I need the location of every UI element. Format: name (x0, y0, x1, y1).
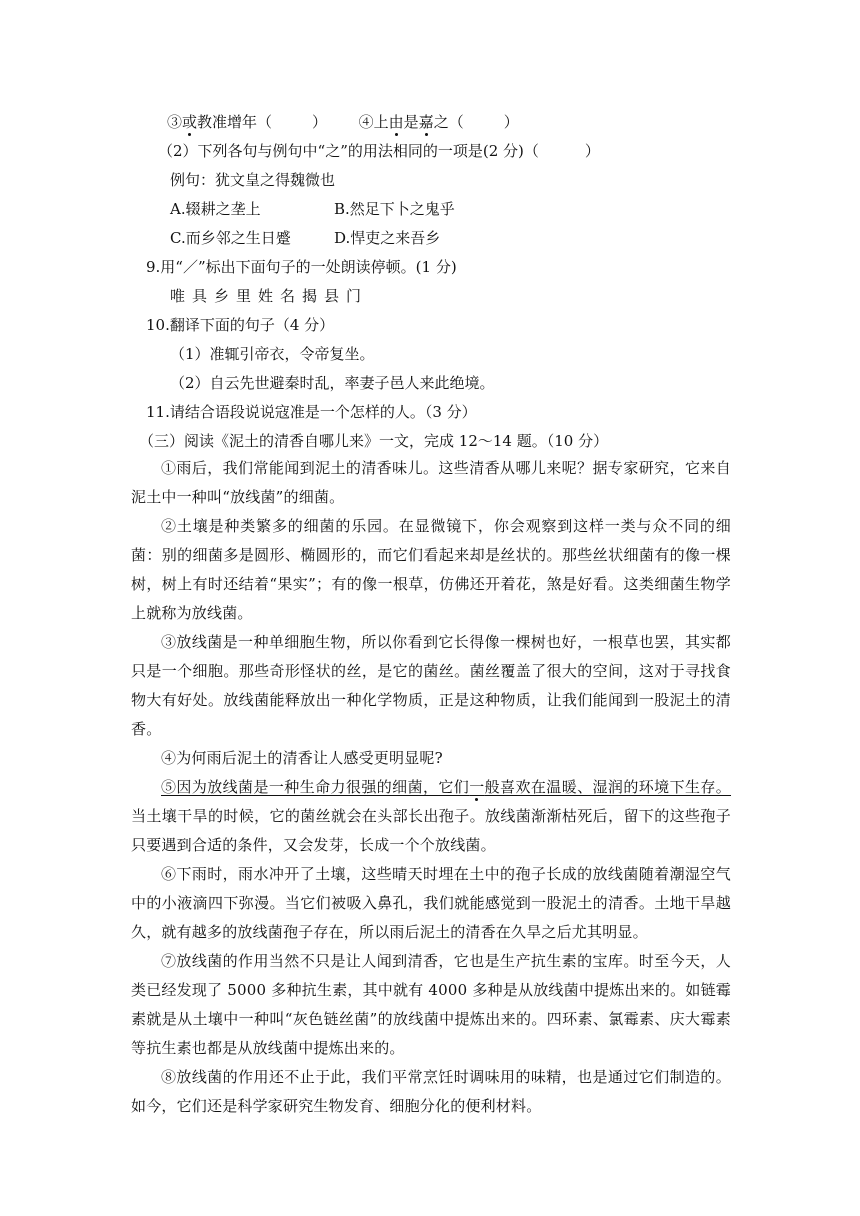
paragraph-5-dotted-char: 一 (469, 778, 485, 796)
item4-close: ） (503, 113, 519, 131)
article-paragraph-7: ⑦放线菌的作用当然不只是让人闻到清香，它也是生产抗生素的宝库。时至今天，人类已经发现了 5000 多种抗生素，其中就有 4000 多种是从放线菌中提炼出来的。如链霉素就是从土壤中一种叫“灰色链丝菌”的放线菌中提炼出来的。四环素、氯霉素、庆大霉素等抗生素也都是从放线菌中提炼出来的。 (131, 952, 731, 1057)
q10-sentence-2: （2）自云先世避秦时乱，率妻子邑人来此绝境。 (170, 374, 495, 392)
article-body (131, 454, 731, 1121)
item4-text: 之（ (433, 113, 464, 131)
item4-dotted-char-2: 嘉 (418, 113, 434, 131)
q8-option-a: A.辍耕之垄上 (170, 200, 261, 218)
paragraph-5-rest: 当土壤干旱的时候，它的菌丝就会在头部长出孢子。放线菌渐渐枯死后，留下的这些孢子只要遇到合适的条件，又会发芽，长成一个个放线菌。 (131, 807, 731, 854)
item3-close: ） (312, 113, 328, 131)
q8-sub2-question (158, 141, 600, 161)
paragraph-5-underlined-part-2: 般喜欢在温暖、湿润的环境下生存。 (484, 778, 732, 796)
q10-sentence-1: （1）准辄引帝衣，令帝复坐。 (170, 345, 375, 363)
item4-mid: 是 (403, 113, 419, 131)
q10-title: 10.翻译下面的句子（4 分） (146, 316, 335, 334)
q8-sub2-close: ） (584, 142, 600, 160)
item3-prefix: ③ (167, 113, 183, 131)
article-paragraph-5 (131, 773, 731, 860)
article-paragraph-8: ⑧放线菌的作用还不止于此，我们平常烹饪时调味用的味精，也是通过它们制造的。如今，它们还是科学家研究生物发育、细胞分化的便利材料。 (131, 1068, 731, 1115)
article-paragraph-6: ⑥下雨时，雨水冲开了土壤，这些晴天时埋在土中的孢子长成的放线菌随着潮湿空气中的小液滴四下弥漫。当它们被吸入鼻孔，我们就能感觉到一股泥土的清香。土地干旱越久，就有越多的放线菌孢子存在，所以雨后泥土的清香在久旱之后尤其明显。 (131, 865, 731, 941)
q8-option-c: C.而乡邻之生日蹙 (170, 229, 291, 247)
paragraph-5-underlined-part-1: ⑤因为放线菌是一种生命力很强的细菌，它们 (161, 778, 470, 796)
article-paragraph-4: ④为何雨后泥土的清香让人感受更明显呢? (161, 749, 443, 767)
item3-dotted-char: 或 (182, 113, 198, 131)
q9-title: 9.用“／”标出下面句子的一处朗读停顿。(1 分) (146, 258, 457, 276)
article-paragraph-2: ②土壤是种类繁多的细菌的乐园。在显微镜下，你会观察到这样一类与众不同的细菌：别的细菌多是圆形、椭圆形的，而它们看起来却是丝状的。那些丝状细菌有的像一棵树，树上有时还结着“果实”；有的像一根草，仿佛还开着花，煞是好看。这类细菌生物学上就称为放线菌。 (131, 517, 731, 622)
q11-title: 11.请结合语段说说寇准是一个怎样的人。（3 分） (146, 403, 477, 421)
q8-option-b: B.然足下卜之鬼乎 (334, 200, 455, 218)
q8-items-line (167, 112, 519, 132)
article-paragraph-3: ③放线菌是一种单细胞生物，所以你看到它长得像一棵树也好，一根草也罢，其实都只是一个细胞。那些奇形怪状的丝，是它的菌丝。菌丝覆盖了很大的空间，这对于寻找食物大有好处。放线菌能释放出一种化学物质，正是这种物质，让我们能闻到一股泥土的清香。 (131, 633, 731, 738)
article-paragraph-1: ①雨后，我们常能闻到泥土的清香味儿。这些清香从哪儿来呢？据专家研究，它来自泥土中一种叫“放线菌”的细菌。 (131, 459, 731, 506)
q8-option-d: D.悍吏之来吾乡 (334, 229, 441, 247)
item4-dotted-char-1: 由 (388, 113, 404, 131)
item4-prefix: ④上 (358, 113, 389, 131)
q9-sentence: 唯具乡里姓名揭县门 (170, 287, 369, 305)
q8-example-sentence: 例句：犹文皇之得魏微也 (170, 171, 336, 189)
item3-text: 教准增年（ (197, 113, 273, 131)
q8-sub2-text: （2）下列各句与例句中“之”的用法相同的一项是(2 分)（ (158, 142, 539, 160)
section3-title: （三）阅读《泥土的清香自哪儿来》一文，完成 12～14 题。（10 分） (139, 432, 609, 450)
